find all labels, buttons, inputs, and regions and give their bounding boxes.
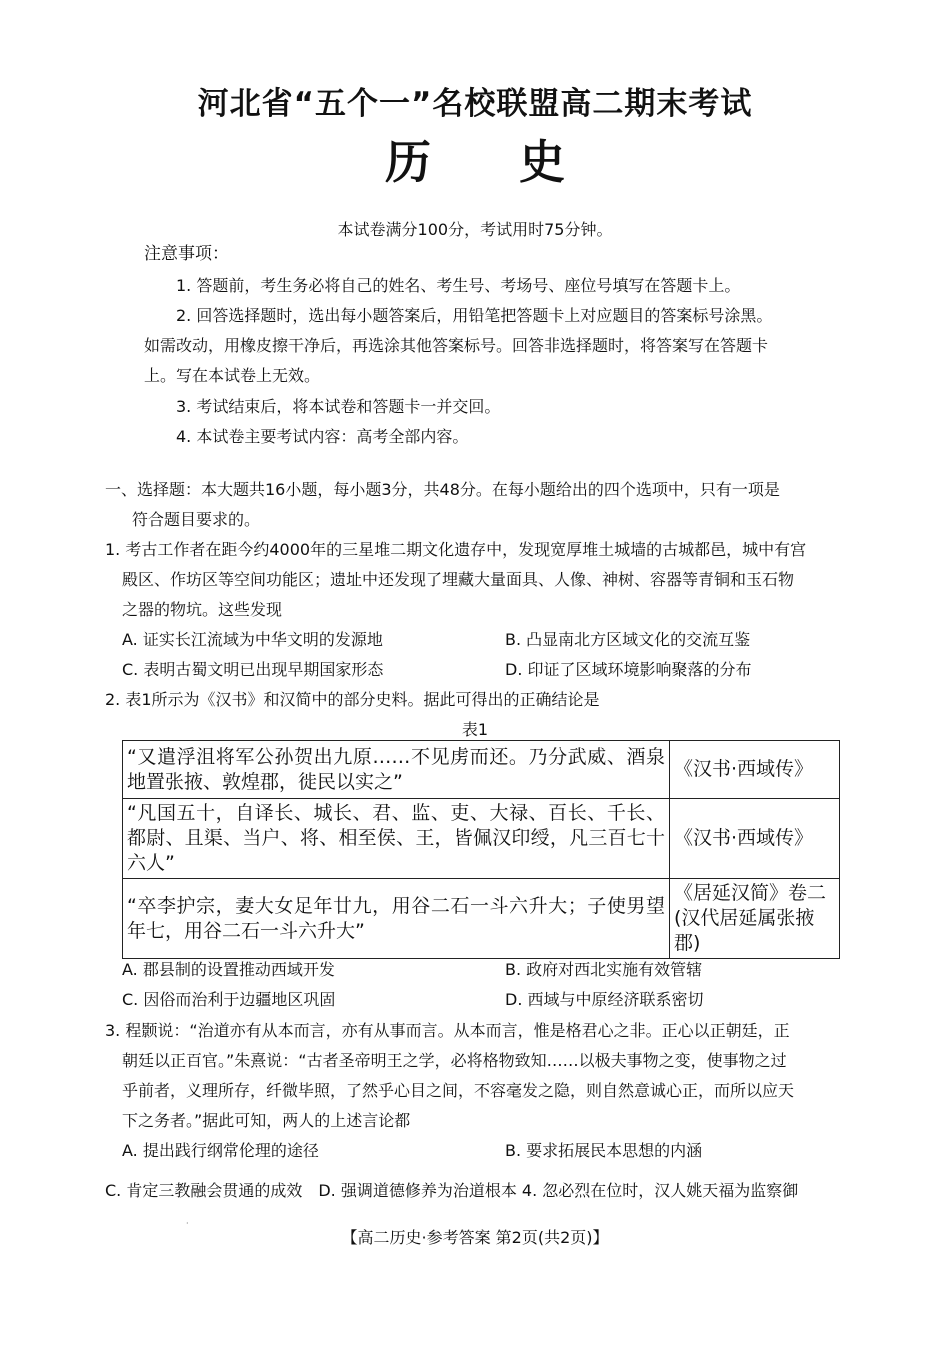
notice-line: 2. 回答选择题时，选出每小题答案后，用铅笔把答题卡上对应题目的答案标号涂黑。 [176,306,773,325]
q2-option-d: D. 西域与中原经济联系密切 [505,990,704,1009]
q1-stem-line: 殿区、作坊区等空间功能区；遗址中还发现了埋藏大量面具、人像、神树、容器等青铜和玉石物 [122,570,795,589]
q1-option-a: A. 证实长江流域为中华文明的发源地 [122,630,383,649]
table-source: 《汉书·西域传》 [670,799,840,879]
q1-option-d: D. 印证了区域环境影响聚落的分布 [505,660,752,679]
score-line: 本试卷满分100分，考试用时75分钟。 [337,220,613,239]
source-table [122,740,840,959]
table-quote: “又遣浮沮将军公孙贺出九原……不见虏而还。乃分武威、酒泉地置张掖、敦煌郡，徙民以实之” [123,741,670,799]
table-source: 《居延汉简》卷二(汉代居延属张掖郡) [670,879,840,959]
q3-options-cd-and-q4-start: C. 肯定三教融会贯通的成效 D. 强调道德修养为治道根本 4. 忽必烈在位时，汉人姚天福为监察御 [105,1181,799,1200]
q3-stem-line: 朝廷以正百官。”朱熹说：“古者圣帝明王之学，必将格物致知……以极夫事物之变，使事物之过 [122,1051,787,1070]
q2-option-a: A. 郡县制的设置推动西域开发 [122,960,335,979]
table-quote: “卒李护宗，妻大女足年廿九，用谷二石一斗六升大；子使男望年七，用谷二石一斗六升大” [123,879,670,959]
q1-stem-line: 1. 考古工作者在距今约4000年的三星堆二期文化遗存中，发现宽厚堆土城墙的古城都邑，城中有宫 [105,540,807,559]
q3-option-a: A. 提出践行纲常伦理的途径 [122,1141,319,1160]
q2-option-b: B. 政府对西北实施有效管辖 [505,960,703,979]
notice-line: 上。写在本试卷上无效。 [144,366,321,385]
q3-option-b: B. 要求拓展民本思想的内涵 [505,1141,703,1160]
table-caption: 表1 [461,720,489,739]
table-row [123,799,840,879]
q1-option-b: B. 凸显南北方区域文化的交流互鉴 [505,630,751,649]
table-row [123,741,840,799]
section-heading: 一、选择题：本大题共16小题，每小题3分，共48分。在每小题给出的四个选项中，只有一项是 [105,480,780,499]
table-source: 《汉书·西域传》 [670,741,840,799]
subject-title: 历史 [385,135,653,189]
page-footer: 【高二历史·参考答案 第2页(共2页)】 [341,1228,609,1247]
q3-stem-line: 下之务者。”据此可知，两人的上述言论都 [122,1111,411,1130]
q1-stem-line: 之器的物坑。这些发现 [122,600,283,619]
q3-stem-line: 乎前者，义理所存，纤微毕照，了然乎心目之间，不容毫发之隐，则自然意诚心正，而所以应天 [122,1081,795,1100]
notice-line: 3. 考试结束后，将本试卷和答题卡一并交回。 [176,397,501,416]
q3-stem-line: 3. 程颢说：“治道亦有从本而言，亦有从事而言。从本而言，惟是格君心之非。正心以正朝廷，正 [105,1021,790,1040]
section-heading-cont: 符合题目要求的。 [132,510,261,529]
stray-mark: · [186,1219,189,1228]
notice-title: 注意事项： [144,244,229,264]
exam-title: 河北省“五个一”名校联盟高二期末考试 [197,86,753,122]
notice-line: 1. 答题前，考生务必将自己的姓名、考生号、考场号、座位号填写在答题卡上。 [176,276,741,295]
notice-line: 如需改动，用橡皮擦干净后，再选涂其他答案标号。回答非选择题时，将答案写在答题卡 [144,336,769,355]
table-row [123,879,840,959]
q1-option-c: C. 表明古蜀文明已出现早期国家形态 [122,660,384,679]
q2-stem: 2. 表1所示为《汉书》和汉简中的部分史料。据此可得出的正确结论是 [105,690,600,709]
table-quote: “凡国五十，自译长、城长、君、监、吏、大禄、百长、千长、都尉、且渠、当户、将、相至侯、王，皆佩汉印绶，凡三百七十六人” [123,799,670,879]
notice-line: 4. 本试卷主要考试内容：高考全部内容。 [176,427,469,446]
q2-option-c: C. 因俗而治利于边疆地区巩固 [122,990,336,1009]
